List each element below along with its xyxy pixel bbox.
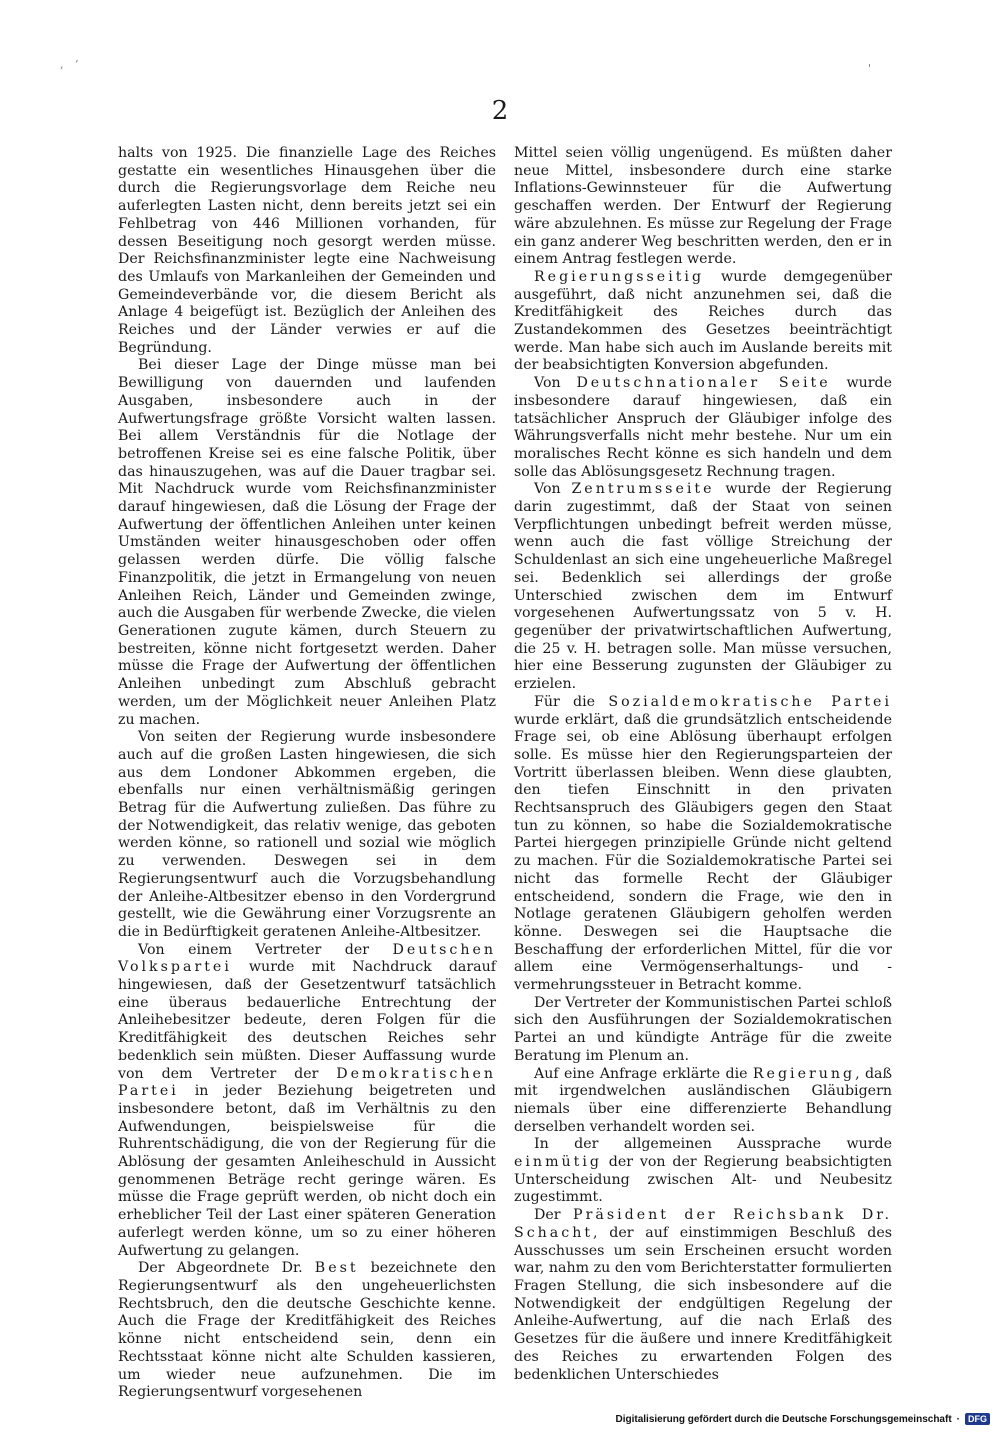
footer-text: Digitalisierung gefördert durch die Deutsche Forschungsgemeinschaft xyxy=(615,1413,952,1425)
paragraph: Bei dieser Lage der Dinge müsse man bei Bewilligung von dauernden und laufenden Ausgaben, insbesondere auch in der Aufwertungsfrage größte Vorsicht walten lassen. Bei allem Verständnis für die Notlage der betroffenen Kreise sei es eine falsche Politik, über das hinauszugehen, was auf die Dauer tragbar sei. Mit Nachdruck wurde vom Reichsfinanzminister darauf hingewiesen, daß die Lösung der Frage der Aufwertung der öffentlichen Anleihen unter keinen Umständen weiter hinausgeschoben oder offen gelassen werden dürfe. Die völlig falsche Finanzpolitik, die jetzt in Ermangelung von neuen Anleihen Reich, Länder und Gemeinden zwinge, auch die Ausgaben für werbende Zwecke, die vielen Generationen zugute kämen, durch Steuern zu bestreiten, könne nicht fortgesetzt werden. Daher müsse die Frage der Aufwertung der öffentlichen Anleihen unbedingt zum Abschluß gebracht werden, um der Möglichkeit neuer Anleihen Platz zu machen. xyxy=(118,357,496,728)
paragraph: Für die Sozialdemokratische Partei wurde erklärt, daß die grundsätzlich entscheidende Frage sei, ob eine Ablösung überhaupt erfolgen solle. Es müsse hier den Regierungsparteien der Vortritt überlassen bleiben. Wenn diese glaubten, den tiefen Einschnitt in den privaten Rechtsanspruch des Gläubigers gegen den Staat tun zu können, so habe die Sozialdemokratische Partei hiergegen prinzipielle Gründe nicht geltend zu machen. Für die Sozialdemokratische Partei sei nicht das formelle Recht der Gläubiger entscheidend, sondern die Frage, wie den in Notlage geratenen Gläubigern geholfen werden könne. Deswegen sei die Hauptsache die Beschaffung der erforderlichen Mittel, für die vor allem eine Vermögenserhaltungs- und -vermehrungssteuer in Betracht komme. xyxy=(514,693,892,994)
paragraph: Mittel seien völlig ungenügend. Es müßten daher neue Mittel, insbesondere durch eine starke Inflations-Gewinnsteuer für die Aufwertung geschaffen werden. Der Entwurf der Regierung wäre abzulehnen. Es müsse zur Regelung der Frage ein ganz anderer Weg beschritten werden, den er in einem Antrag festlegen werde. xyxy=(514,145,892,268)
page-number: 2 xyxy=(491,96,509,126)
paragraph: halts von 1925. Die finanzielle Lage des Reiches gestatte ein wesentliches Hinausgehen über die durch die Regierungsvorlage dem Reiche neu auferlegten Lasten nicht, denn bereits jetzt sei ein Fehlbetrag von 446 Millionen vorhanden, für dessen Beseitigung noch gesorgt werden müsse. Der Reichsfinanzminister legte eine Nachweisung des Umlaufs von Markanleihen der Gemeinden und Gemeindeverbände vor, die diesem Bericht als Anlage 4 beigefügt ist. Bezüglich der Anleihen des Reiches und der Länder verwies er auf die Begründung. xyxy=(118,145,496,356)
paragraph: Von seiten der Regierung wurde insbesondere auch auf die großen Lasten hingewiesen, die sich aus dem Londoner Abkommen ergeben, die ebenfalls nur einen verhältnismäßig geringen Betrag für die Aufwertung zuließen. Das führe zu der Notwendigkeit, das relativ wenige, das geboten werden könne, so rationell und sozial wie möglich zu verwenden. Deswegen sei in dem Regierungsentwurf auch die Vorzugsbehandlung der Anleihe-Altbesitzer ebenso in den Vordergrund gestellt, wie die Gewährung einer Vorzugsrente an die in Bedürftigkeit geratenen Anleihe-Altbesitzer. xyxy=(118,729,496,940)
left-column xyxy=(118,145,496,1402)
paragraph: Der Vertreter der Kommunistischen Partei schloß sich den Ausführungen der Sozialdemokratischen Partei an und kündigte Anträge für die zweite Beratung im Plenum an. xyxy=(514,994,892,1064)
footer-credit xyxy=(615,1413,990,1425)
paragraph: Der Präsident der Reichsbank Dr. Schacht, der auf einstimmigen Beschluß des Ausschusses um sein Erscheinen ersucht worden war, nahm zu den vom Berichterstatter formulierten Fragen Stellung, die sich insbesondere auf die Notwendigkeit der endgültigen Regelung der Anleihe-Aufwertung, auf die nach Erlaß des Gesetzes für die äußere und innere Kreditfähigkeit des Reiches zu erwartenden Folgen des bedenklichen Unterschiedes xyxy=(514,1207,892,1383)
scan-mark-right: ' xyxy=(868,62,872,75)
footer-separator: · xyxy=(956,1413,960,1425)
paragraph: Regierungsseitig wurde demgegenüber ausgeführt, daß nicht anzunehmen sei, daß die Kreditfähigkeit des Reiches durch das Zustandekommen des Gesetzes beeinträchtigt werde. Man habe sich auch im Auslande bereits mit der beabsichtigten Konversion abgefunden. xyxy=(514,268,892,374)
right-column xyxy=(514,145,892,1384)
paragraph: Der Abgeordnete Dr. Best bezeichnete den Regierungsentwurf als den ungeheuerlichsten Rechtsbruch, den die deutsche Geschichte kenne. Auch die Frage der Kreditfähigkeit des Reiches könne nicht entscheidend sein, denn ein Rechtsstaat könne nicht alte Schulden kassieren, um wieder neue aufzunehmen. Die im Regierungsentwurf vorgesehenen xyxy=(118,1260,496,1401)
dfg-logo-icon: DFG xyxy=(965,1413,990,1425)
paragraph: Von Deutschnationaler Seite wurde insbesondere darauf hingewiesen, daß ein tatsächlicher Anspruch der Gläubiger infolge des Währungsverfalls nicht mehr bestehe. Nur um ein moralisches Recht könne es sich handeln und dem solle das Ablösungsgesetz Rechnung tragen. xyxy=(514,375,892,480)
paragraph: In der allgemeinen Aussprache wurde einmütig der von der Regierung beabsichtigten Unterscheidung zwischen Alt- und Neubesitz zugestimmt. xyxy=(514,1136,892,1206)
paragraph: Auf eine Anfrage erklärte die Regierung, daß mit irgendwelchen ausländischen Gläubigern niemals über eine differenzierte Behandlung derselben verhandelt worden sei. xyxy=(514,1065,892,1135)
paragraph: Von Zentrumsseite wurde der Regierung darin zugestimmt, daß der Staat von seinen Verpflichtungen unbedingt befreit werden müsse, wenn auch die fast völlige Streichung der Schuldenlast an sich eine ungeheuerliche Maßregel sei. Bedenklich sei allerdings der große Unterschied zwischen dem im Entwurf vorgesehenen Aufwertungssatz von 5 v. H. gegenüber der privatwirtschaftlichen Aufwertung, die 25 v. H. betragen solle. Man müsse versuchen, hier eine Besserung zugunsten der Gläubiger zu erzielen. xyxy=(514,481,892,693)
scan-marks: , ’ xyxy=(60,58,83,71)
paragraph: Von einem Vertreter der Deutschen Volkspartei wurde mit Nachdruck darauf hingewiesen, daß der Gesetzentwurf tatsächlich eine überaus bedauerliche Entrechtung der Anleihebesitzer bedeute, deren Folgen für die Kreditfähigkeit des deutschen Reiches sehr bedenklich sein müßten. Dieser Auffassung wurde von dem Vertreter der Demokratischen Partei in jeder Beziehung beigetreten und insbesondere betont, daß im Verhältnis zu den Aufwendungen, beispielsweise für die Ruhrentschädigung, die von der Regierung für die Ablösung der gesamten Anleiheschuld in Aussicht genommenen Beträge recht geringe wären. Es müsse die Frage geprüft werden, ob nicht doch ein erheblicher Teil der Last einer späteren Generation auferlegt werden könne, um so zu einer höheren Aufwertung zu gelangen. xyxy=(118,941,496,1259)
